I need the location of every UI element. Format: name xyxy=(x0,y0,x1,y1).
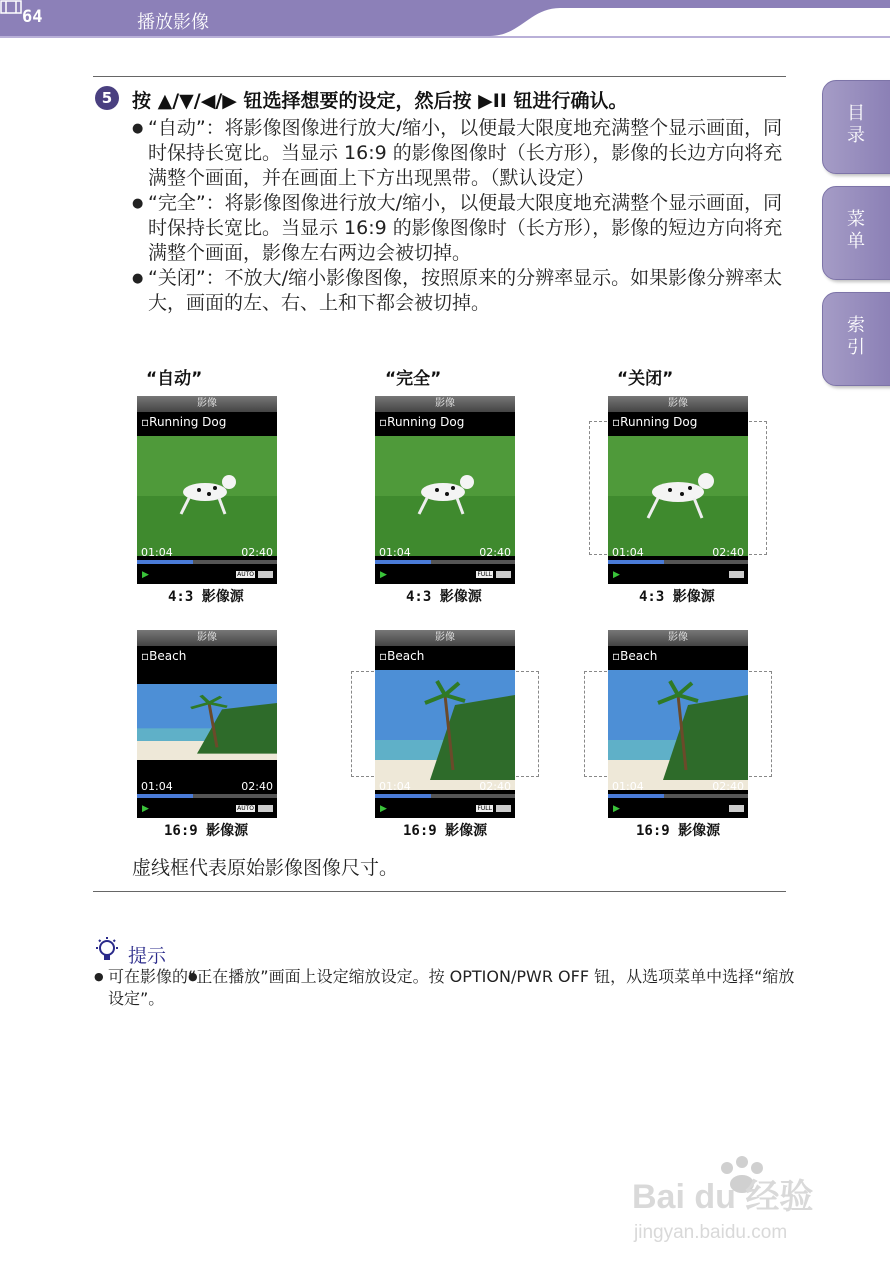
column-label-full: “完全” xyxy=(385,369,442,389)
video-name: ▫Running Dog xyxy=(141,415,227,429)
elapsed-time: 01:04 xyxy=(141,780,173,793)
battery-icon xyxy=(496,805,511,812)
zoom-mode-badge: AUTO xyxy=(237,571,254,578)
source-label: 16:9 影像源 xyxy=(636,823,721,839)
outline-note: 虚线框代表原始影像图像尺寸。 xyxy=(132,857,399,879)
screen-auto-dog xyxy=(137,396,277,584)
hint-title: 提示 xyxy=(128,945,167,967)
elapsed-time: 01:04 xyxy=(379,780,411,793)
bullet-list xyxy=(132,116,792,316)
watermark-line1: Bai du 经验 xyxy=(632,1178,814,1216)
progress-bar xyxy=(137,560,277,564)
elapsed-time: 01:04 xyxy=(612,546,644,559)
screen-title: 影像 xyxy=(375,630,515,646)
screen-title: 影像 xyxy=(608,630,748,646)
progress-bar xyxy=(608,794,748,798)
zoom-mode-badge: AUTO xyxy=(237,805,254,812)
progress-bar xyxy=(608,560,748,564)
elapsed-time: 01:04 xyxy=(141,546,173,559)
dog-image xyxy=(375,436,515,556)
bullet-auto: ● “自动”：将影像图像进行放大/缩小，以便最大限度地充满整个显示画面，同时保持长宽比。当显示 16:9 的影像图像时（长方形），影像的长边方向将充满整个画面，并在画面上下方出现黑带。（默认设定） xyxy=(132,116,792,191)
tab-contents[interactable] xyxy=(822,80,890,174)
dog-image xyxy=(608,436,748,556)
step-number: 5 xyxy=(95,86,119,110)
screen-full-dog xyxy=(375,396,515,584)
baidu-watermark xyxy=(632,1150,842,1250)
battery-icon xyxy=(729,571,744,578)
play-icon: ▶ xyxy=(613,804,620,814)
hint-text: ● ● 可在影像的“正在播放”画面上设定缩放设定。按 OPTION/PWR OFF 钮，从选项菜单中选择“缩放设定”。 xyxy=(94,966,798,1010)
tab-index-label: 索引 xyxy=(844,315,865,359)
column-label-off: “关闭” xyxy=(617,369,674,389)
tab-contents-label: 目录 xyxy=(844,103,865,147)
screen-title: 影像 xyxy=(137,396,277,412)
bullet-off: ● “关闭”：不放大/缩小影像图像，按照原来的分辨率显示。如果影像分辨率太大，画面的左、右、上和下都会被切掉。 xyxy=(132,266,792,316)
dog-image xyxy=(137,436,277,556)
progress-bar xyxy=(137,794,277,798)
source-label: 16:9 影像源 xyxy=(403,823,488,839)
video-name: ▫Beach xyxy=(379,649,425,663)
screen-title: 影像 xyxy=(137,630,277,646)
screen-auto-beach xyxy=(137,630,277,818)
battery-icon xyxy=(496,571,511,578)
elapsed-time: 01:04 xyxy=(612,780,644,793)
source-label: 16:9 影像源 xyxy=(164,823,249,839)
section-title: 播放影像 xyxy=(137,12,209,33)
film-icon xyxy=(0,0,22,14)
source-label: 4:3 影像源 xyxy=(406,589,482,605)
elapsed-time: 01:04 xyxy=(379,546,411,559)
video-name: ▫Beach xyxy=(141,649,187,663)
bottom-divider xyxy=(93,891,786,892)
watermark-line2: jingyan.baidu.com xyxy=(634,1222,788,1243)
tab-menu[interactable] xyxy=(822,186,890,280)
total-time: 02:40 xyxy=(241,780,273,793)
total-time: 02:40 xyxy=(479,546,511,559)
total-time: 02:40 xyxy=(712,546,744,559)
tab-menu-label: 菜单 xyxy=(844,209,865,253)
play-icon: ▶ xyxy=(380,804,387,814)
total-time: 02:40 xyxy=(479,780,511,793)
video-name: ▫Running Dog xyxy=(612,415,698,429)
source-label: 4:3 影像源 xyxy=(168,589,244,605)
bullet-full: ● “完全”：将影像图像进行放大/缩小，以便最大限度地充满整个显示画面，同时保持长宽比。当显示 16:9 的影像图像时（长方形），影像的短边方向将充满整个画面，影像左右两边会被切掉。 xyxy=(132,191,792,266)
beach-image xyxy=(608,670,748,790)
screen-title: 影像 xyxy=(375,396,515,412)
progress-bar xyxy=(375,560,515,564)
source-label: 4:3 影像源 xyxy=(639,589,715,605)
play-icon: ▶ xyxy=(142,570,149,580)
page-header xyxy=(0,0,890,38)
screen-title: 影像 xyxy=(608,396,748,412)
battery-icon xyxy=(729,805,744,812)
beach-image xyxy=(375,670,515,790)
page-number: 64 xyxy=(22,7,43,27)
zoom-mode-badge: FULL xyxy=(477,571,492,578)
header-band xyxy=(0,0,890,38)
play-icon: ▶ xyxy=(142,804,149,814)
lightbulb-icon xyxy=(94,936,120,964)
screen-full-beach xyxy=(375,630,515,818)
play-icon: ▶ xyxy=(380,570,387,580)
video-name: ▫Running Dog xyxy=(379,415,465,429)
screen-off-dog xyxy=(608,396,748,584)
zoom-mode-badge: FULL xyxy=(477,805,492,812)
total-time: 02:40 xyxy=(712,780,744,793)
step-instruction: 按 ▲/▼/◀/▶ 钮选择想要的设定，然后按 ▶II 钮进行确认。 xyxy=(132,90,628,112)
total-time: 02:40 xyxy=(241,546,273,559)
beach-image xyxy=(137,684,277,760)
video-name: ▫Beach xyxy=(612,649,658,663)
battery-icon xyxy=(258,805,273,812)
progress-bar xyxy=(375,794,515,798)
hint-bullet-icon: ● ● xyxy=(94,970,104,983)
battery-icon xyxy=(258,571,273,578)
tab-index[interactable] xyxy=(822,292,890,386)
play-icon: ▶ xyxy=(613,570,620,580)
column-label-auto: “自动” xyxy=(146,369,203,389)
top-divider xyxy=(93,76,786,77)
screen-off-beach xyxy=(608,630,748,818)
